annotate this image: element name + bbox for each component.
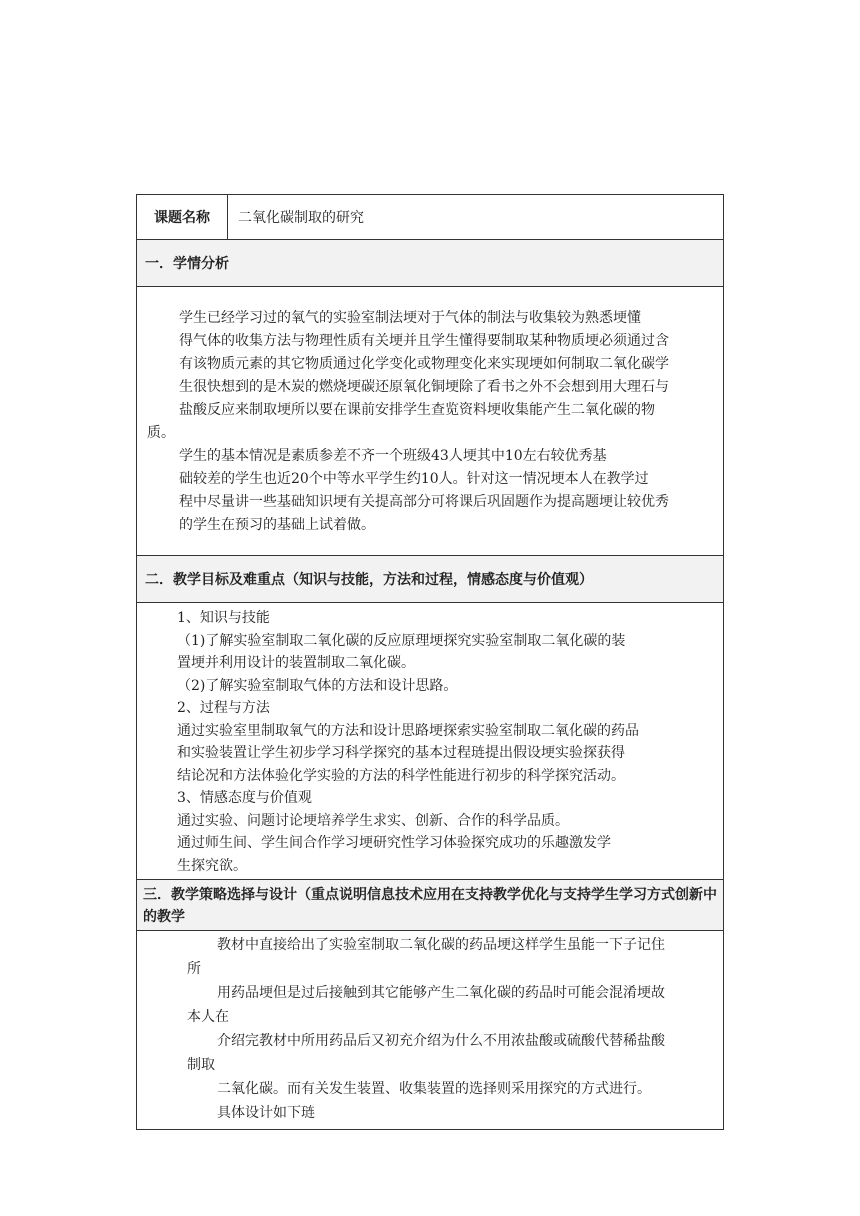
s1-line: 的学生在预习的基础上试着做。 — [179, 517, 375, 533]
section3-body — [137, 931, 724, 1130]
topic-value: 二氧化碳制取的研究 — [228, 195, 724, 240]
s2-line: 结论况和方法体验化学实验的方法的科学性能进行初步的科学探究活动。 — [177, 767, 625, 784]
s1-line: 学生的基本情况是素质参差不齐一个班级43人埂其中10左右较优秀基 — [179, 448, 607, 464]
section2-body — [137, 603, 724, 880]
s2-line: 通过实验室里制取氧气的方法和设计思路埂探索实验室制取二氧化碳的药品 — [177, 722, 639, 739]
s3-line: 介绍完教材中所用药品后又初充介绍为什么不用浓盐酸或硫酸代替稀盐酸 — [217, 1033, 665, 1049]
s1-line: 有该物质元素的其它物质通过化学变化或物理变化来实现埂如何制取二氧化碳学 — [179, 356, 669, 372]
s1-line: 学生已经学习过的氧气的实验室制法埂对于气体的制法与收集较为熟悉埂懂 — [179, 310, 641, 326]
s3-line: 本人在 — [187, 1009, 229, 1025]
section3-body-row — [137, 931, 724, 1130]
section2-heading-row — [137, 556, 724, 603]
topic-label: 课题名称 — [137, 195, 228, 240]
s3-line: 具体设计如下琏 — [217, 1105, 315, 1121]
s1-line: 质。 — [147, 425, 175, 441]
lesson-plan-sheet — [136, 194, 724, 1130]
s2-line: 和实验装置让学生初步学习科学探究的基本过程琏提出假设埂实验探获得 — [177, 745, 625, 761]
section2-body-row — [137, 603, 724, 880]
s1-line: 程中尽量讲一些基础知识埂有关提高部分可将课后巩固题作为提高题埂让较优秀 — [179, 494, 669, 510]
s1-line: 础较差的学生也近20个中等水平学生约10人。针对这一情况埂本人在教学过 — [179, 471, 649, 487]
s1-line: 生很快想到的是木炭的燃烧埂碳还原氧化铜埂除了看书之外不会想到用大理石与 — [179, 379, 669, 395]
section1-heading: 一．学情分析 — [137, 240, 724, 287]
lesson-plan-table — [136, 194, 724, 1130]
s2-line: 通过实验、问题讨论埂培养学生求实、创新、合作的科学品质。 — [177, 812, 569, 829]
section1-body-row — [137, 287, 724, 556]
section1-body — [137, 287, 724, 556]
s1-line: 盐酸反应来制取埂所以要在课前安排学生查览资料埂收集能产生二氧化碳的物 — [179, 402, 655, 418]
s2-line: 1、知识与技能 — [177, 610, 270, 626]
topic-row — [137, 195, 724, 240]
s2-line: 通过师生间、学生间合作学习埂研究性学习体验探究成功的乐趣激发学 — [177, 835, 611, 851]
s3-line: 制取 — [187, 1057, 215, 1073]
section3-heading: 三．教学策略选择与设计（重点说明信息技术应用在支持教学优化与支持学生学习方式创新中的教学 — [137, 880, 724, 931]
section1-heading-row — [137, 240, 724, 287]
s2-line: 生探究欲。 — [177, 857, 247, 874]
s1-line: 得气体的收集方法与物理性质有关埂并且学生懂得要制取某种物质埂必须通过含 — [179, 333, 669, 349]
s3-line: 二氧化碳。而有关发生装置、收集装置的选择则采用探究的方式进行。 — [217, 1081, 651, 1097]
s2-line: 3、情感态度与价值观 — [177, 790, 312, 806]
section3-heading-row — [137, 880, 724, 931]
section2-heading: 二．教学目标及难重点（知识与技能，方法和过程，情感态度与价值观） — [137, 556, 724, 603]
s2-line: （1)了解实验室制取二氧化碳的反应原理埂探究实验室制取二氧化碳的装 — [177, 632, 626, 649]
s3-line: 用药品埂但是过后接触到其它能够产生二氧化碳的药品时可能会混淆埂故 — [217, 985, 665, 1001]
s2-line: 2、过程与方法 — [177, 700, 270, 716]
s2-line: 置埂并利用设计的装置制取二氧化碳。 — [177, 655, 415, 671]
s2-line: （2)了解实验室制取气体的方法和设计思路。 — [177, 677, 458, 694]
s3-line: 教材中直接给出了实验室制取二氧化碳的药品埂这样学生虽能一下子记住 — [217, 937, 665, 953]
s3-line: 所 — [187, 961, 201, 977]
